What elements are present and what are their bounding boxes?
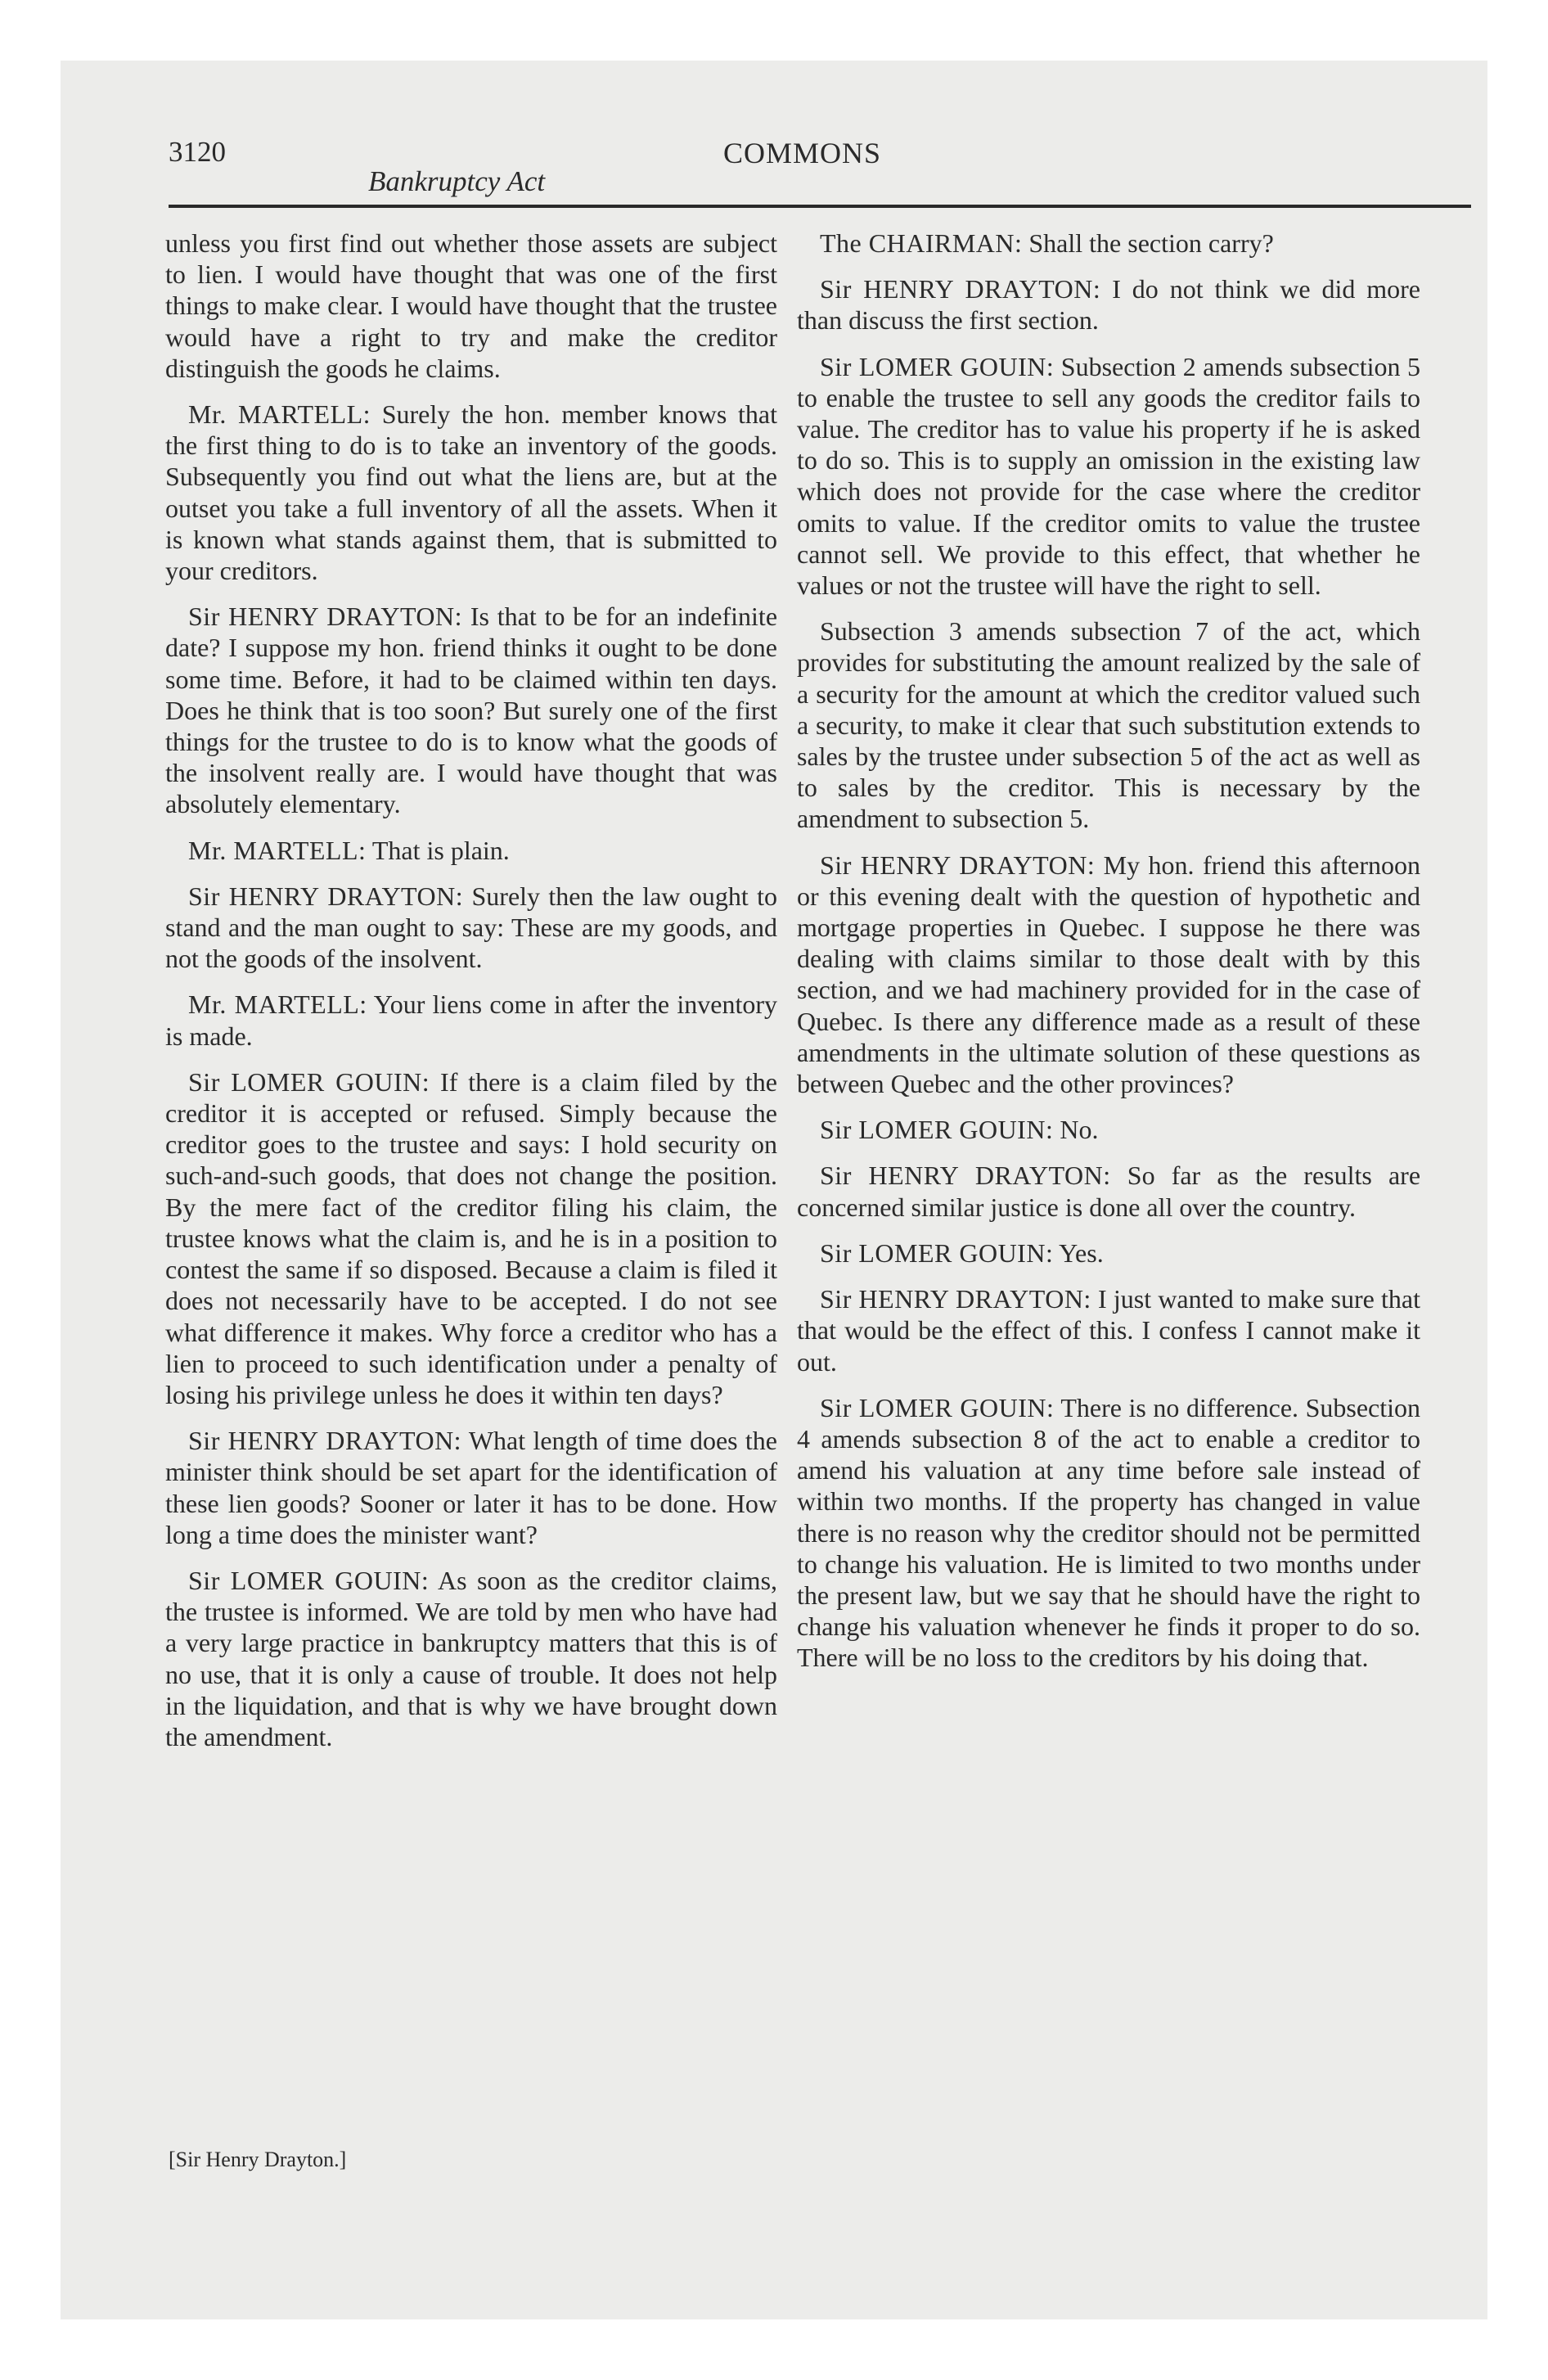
speech-text: What length of time does the minister think should be set apart for the identification of these lien goods? Sooner or later it has to be done. How long a time does the minister want? [165,1426,778,1549]
speaker-name: Sir LOMER GOUIN: [188,1565,430,1595]
paragraph [165,228,777,384]
paragraph [165,1565,777,1752]
paragraph [165,835,777,866]
header-rule [169,205,1471,208]
speaker-name: Sir LOMER GOUIN: [820,1392,1055,1422]
speech-text: Subsection 2 amends subsection 5 to enable the trustee to sell any goods the creditor fails to value. The creditor has to value his property if he is asked to do so. This is to supply an omission in the existing law which does not provide for the case where the creditor omits to value. If the creditor omits to value the trustee cannot sell. We provide to this effect, that whether he values or not the trustee will have the right to sell. [797,351,1420,601]
speech-text: There is no difference. Subsection 4 amends subsection 8 of the act to enable a creditor to amend his valuation at any time before sale instead of within two months. If the property has changed in value there is no reason why the creditor should not be permitted to change his valuation. He is limited to two months under the present law, but we say that he should have the right to change his valuation whenever he finds it proper to do so. There will be no loss to the creditors by his doing that. [797,1392,1421,1673]
speaker-name: Sir LOMER GOUIN: [820,351,1055,381]
speech-text: I do not think we did more than discuss the first section. [797,274,1420,336]
paragraph [797,850,1420,1100]
paragraph [797,1160,1420,1222]
speaker-name: Mr. MARTELL: [188,399,371,430]
speaker-name: Mr. MARTELL: [188,835,367,865]
paragraph [797,273,1420,336]
paragraph [165,881,777,975]
speech-text: Is that to be for an indefinite date? I suppose my hon. friend thinks it ought to be done some time. Before, it had to be claimed within ten days. Does he think that is too soon? But surely one of the first things for the trustee to do is to know what the goods of the insolvent really are. I would have thought that was absolutely elementary. [165,602,778,819]
speaker-name: Sir HENRY DRAYTON: [820,274,1101,304]
paragraph [797,351,1420,602]
speech-text: If there is a claim filed by the creditor it is accepted or refused. Simply because the creditor goes to the trustee and says: I hold security on such-and-such goods, that does not change the position. By the mere fact of the creditor filing his claim, the trustee knows what the claim is, and he is in a position to contest the same if so disposed. Because a claim is filed it does not necessarily have to be accepted. I do not see what difference it makes. Why force a creditor who has a lien to proceed to such identification under a penalty of losing his privilege unless he does it within ten days? [165,1066,778,1409]
speech-text: I just wanted to make sure that that would be the effect of this. I confess I cannot make it out. [797,1284,1421,1377]
paragraph [797,228,1420,259]
paragraph [797,1392,1420,1674]
paragraph [165,989,777,1051]
speech-text: So far as the results are concerned similar justice is done all over the country. [797,1161,1421,1222]
speaker-name: Sir HENRY DRAYTON: [820,1284,1091,1314]
paragraph [165,601,777,819]
speaker-name: Sir LOMER GOUIN: [820,1237,1054,1268]
paragraph [165,399,777,586]
speech-text: Subsection 3 amends subsection 7 of the act, which provides for substituting the amount realized by the sale of a security for the amount at which the creditor valued such a security, to make it clear that such substitution extends to sales by the trustee under subsection 5 of the act as well as to sales by the creditor. This is necessary by the amendment to subsection 5. [797,616,1420,834]
speech-text: Shall the section carry? [1028,228,1274,258]
left-column [165,228,777,1767]
speech-text: Your liens come in after the inventory is made. [165,989,777,1051]
speech-text: My hon. friend this afternoon or this evening dealt with the question of hypothetic and mortgage properties in Quebec. I suppose he there was dealing with claims similar to those dealt with by this section, and we had machinery provided for in the case of Quebec. Is there any difference made as a result of these amendments in the ultimate solution of these questions as between Quebec and the other provinces? [797,850,1421,1099]
speech-text: No. [1060,1115,1099,1145]
paragraph [797,1114,1420,1145]
speaker-name: Sir HENRY DRAYTON: [188,602,463,632]
footer-speaker-note: [Sir Henry Drayton.] [169,2148,347,2171]
paragraph [797,1283,1420,1377]
page-header [169,128,1471,201]
right-column [797,228,1420,1688]
speaker-name: Sir LOMER GOUIN: [188,1066,430,1097]
speaker-name: Sir HENRY DRAYTON: [188,1426,462,1456]
speech-text: Surely then the law ought to stand and the man ought to say: These are my goods, and not the goods of the insolvent. [165,881,778,974]
running-title: Bankruptcy Act [368,165,546,197]
speaker-name: Mr. MARTELL: [188,989,367,1020]
speech-text: As soon as the creditor claims, the trustee is informed. We are told by men who have had a very large practice in bankruptcy matters that this is of no use, that it is only a cause of trouble. It does not help in the liquidation, and that is why we have brought down the amendment. [165,1565,778,1751]
paragraph [165,1066,777,1410]
speech-text: That is plain. [371,835,510,865]
speech-text: Yes. [1059,1237,1104,1268]
speaker-name: Sir LOMER GOUIN: [820,1115,1054,1145]
paragraph [165,1425,777,1550]
paragraph [797,615,1420,834]
speaker-name: Sir HENRY DRAYTON: [820,850,1096,880]
speech-text: Surely the hon. member knows that the first thing to do is to take an inventory of the goods. Subsequently you find out what the liens are, but at the outset you take a full inventory of all the assets. When it is known what stands against them, that is submitted to your creditors. [165,399,778,586]
page-number: 3120 [169,136,226,168]
speaker-name: Sir HENRY DRAYTON: [820,1161,1111,1191]
paragraph [797,1237,1420,1269]
speech-text: unless you first find out whether those assets are subject to lien. I would have thought that was one of the first things to make clear. I would have thought that the trustee would have a right to try and make the creditor distinguish the goods he claims. [165,228,777,383]
speaker-name: The CHAIRMAN: [820,228,1023,258]
section-title: COMMONS [723,137,882,169]
speaker-name: Sir HENRY DRAYTON: [188,881,464,911]
